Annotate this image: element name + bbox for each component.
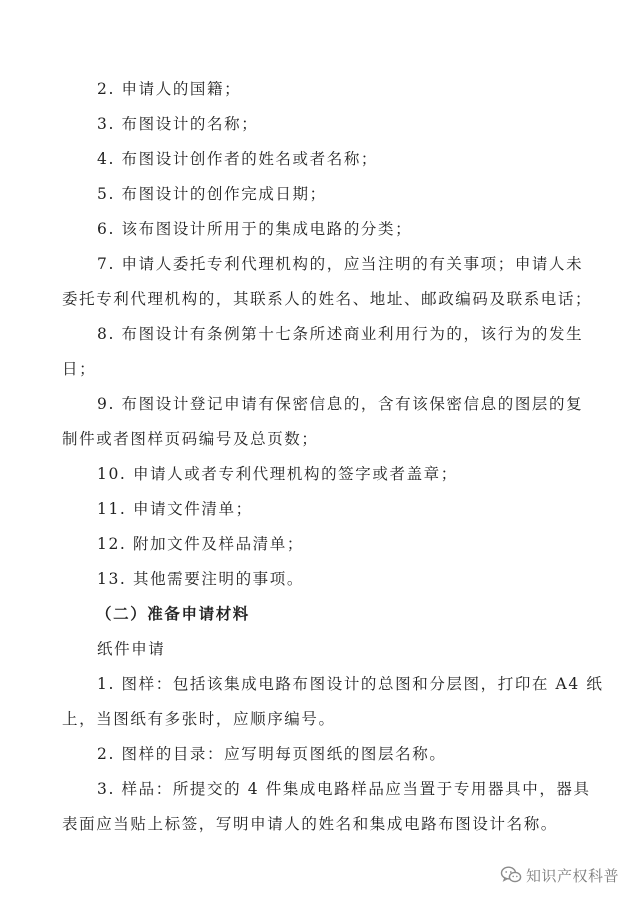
item-10: 10. 申请人或者专利代理机构的签字或者盖章； xyxy=(97,465,458,483)
wechat-icon xyxy=(500,865,522,885)
item-11: 11. 申请文件清单； xyxy=(97,500,253,518)
item-9-line-2: 制件或者图样页码编号及总页数； xyxy=(62,430,319,448)
watermark xyxy=(500,864,619,886)
material-2: 2. 图样的目录：应写明每页图纸的图层名称。 xyxy=(97,745,447,763)
subheading-paper-application: 纸件申请 xyxy=(97,640,166,658)
item-8-line-2: 日； xyxy=(62,360,97,378)
item-5: 5. 布图设计的创作完成日期； xyxy=(97,185,327,203)
material-3-line-1: 3. 样品：所提交的 4 件集成电路样品应当置于专用器具中，器具 xyxy=(97,780,591,798)
item-6: 6. 该布图设计所用于的集成电路的分类； xyxy=(97,220,413,238)
item-4: 4. 布图设计创作者的姓名或者名称； xyxy=(97,150,379,168)
item-9-line-1: 9. 布图设计登记申请有保密信息的，含有该保密信息的图层的复 xyxy=(97,395,584,413)
item-7-line-1: 7. 申请人委托专利代理机构的，应当注明的有关事项；申请人未 xyxy=(97,255,584,273)
material-1-line-2: 上，当图纸有多张时，应顺序编号。 xyxy=(62,710,336,728)
material-3-line-2: 表面应当贴上标签，写明申请人的姓名和集成电路布图设计名称。 xyxy=(62,815,558,833)
material-1-line-1: 1. 图样：包括该集成电路布图设计的总图和分层图，打印在 A4 纸 xyxy=(97,675,604,693)
item-2: 2. 申请人的国籍； xyxy=(97,80,242,98)
item-3: 3. 布图设计的名称； xyxy=(97,115,259,133)
item-7-line-2: 委托专利代理机构的，其联系人的姓名、地址、邮政编码及联系电话； xyxy=(62,290,593,308)
item-13: 13. 其他需要注明的事项。 xyxy=(97,570,304,588)
item-8-line-1: 8. 布图设计有条例第十七条所述商业利用行为的，该行为的发生 xyxy=(97,325,584,343)
watermark-text: 知识产权科普 xyxy=(526,866,620,885)
section-heading: （二）准备申请材料 xyxy=(96,604,250,623)
item-12: 12. 附加文件及样品清单； xyxy=(97,535,304,553)
